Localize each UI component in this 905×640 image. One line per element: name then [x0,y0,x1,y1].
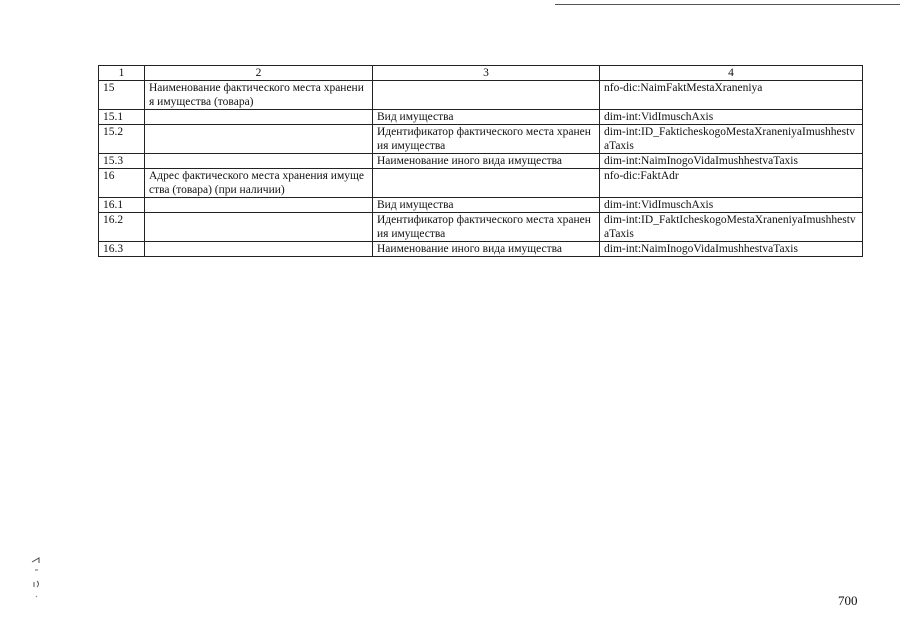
row-code: dim-int:VidImuschAxis [600,110,863,125]
row-number: 16 [99,169,145,198]
row-code: nfo-dic:NaimFaktMestaXraneniya [600,81,863,110]
table-row [99,125,863,154]
row-element: Вид имущества [373,198,600,213]
table-row [99,198,863,213]
top-rule [555,4,900,5]
margin-scribble [30,556,46,602]
table-row [99,242,863,257]
row-element: Идентификатор фактического места хранения имущества [373,125,600,154]
row-name [145,242,373,257]
column-header: 1 [99,66,145,81]
row-number: 15.2 [99,125,145,154]
row-code: dim-int:VidImuschAxis [600,198,863,213]
table-row [99,110,863,125]
column-header: 2 [145,66,373,81]
row-name [145,110,373,125]
row-name [145,198,373,213]
table-row [99,213,863,242]
column-header: 3 [373,66,600,81]
table-row [99,81,863,110]
row-element: Вид имущества [373,110,600,125]
taxonomy-table [98,65,863,257]
row-number: 16.1 [99,198,145,213]
row-number: 16.3 [99,242,145,257]
row-code: dim-int:NaimInogoVidaImushhestvaTaxis [600,154,863,169]
row-element: Наименование иного вида имущества [373,154,600,169]
header-row [99,66,863,81]
row-name: Адрес фактического места хранения имущества (товара) (при наличии) [145,169,373,198]
row-number: 15 [99,81,145,110]
row-number: 16.2 [99,213,145,242]
row-name [145,154,373,169]
row-code: nfo-dic:FaktAdr [600,169,863,198]
row-element: Наименование иного вида имущества [373,242,600,257]
table-row [99,169,863,198]
row-name [145,125,373,154]
page-number: 700 [838,593,858,608]
row-element: Идентификатор фактического места хранения имущества [373,213,600,242]
row-code: dim-int:ID_FakticheskogoMestaXraneniyaImushhestvaTaxis [600,125,863,154]
column-header: 4 [600,66,863,81]
table-row [99,154,863,169]
row-code: dim-int:NaimInogoVidaImushhestvaTaxis [600,242,863,257]
row-name: Наименование фактического места хранения имущества (товара) [145,81,373,110]
row-element [373,81,600,110]
row-number: 15.1 [99,110,145,125]
row-number: 15.3 [99,154,145,169]
row-code: dim-int:ID_FaktIcheskogoMestaXraneniyaImushhestvaTaxis [600,213,863,242]
row-element [373,169,600,198]
row-name [145,213,373,242]
